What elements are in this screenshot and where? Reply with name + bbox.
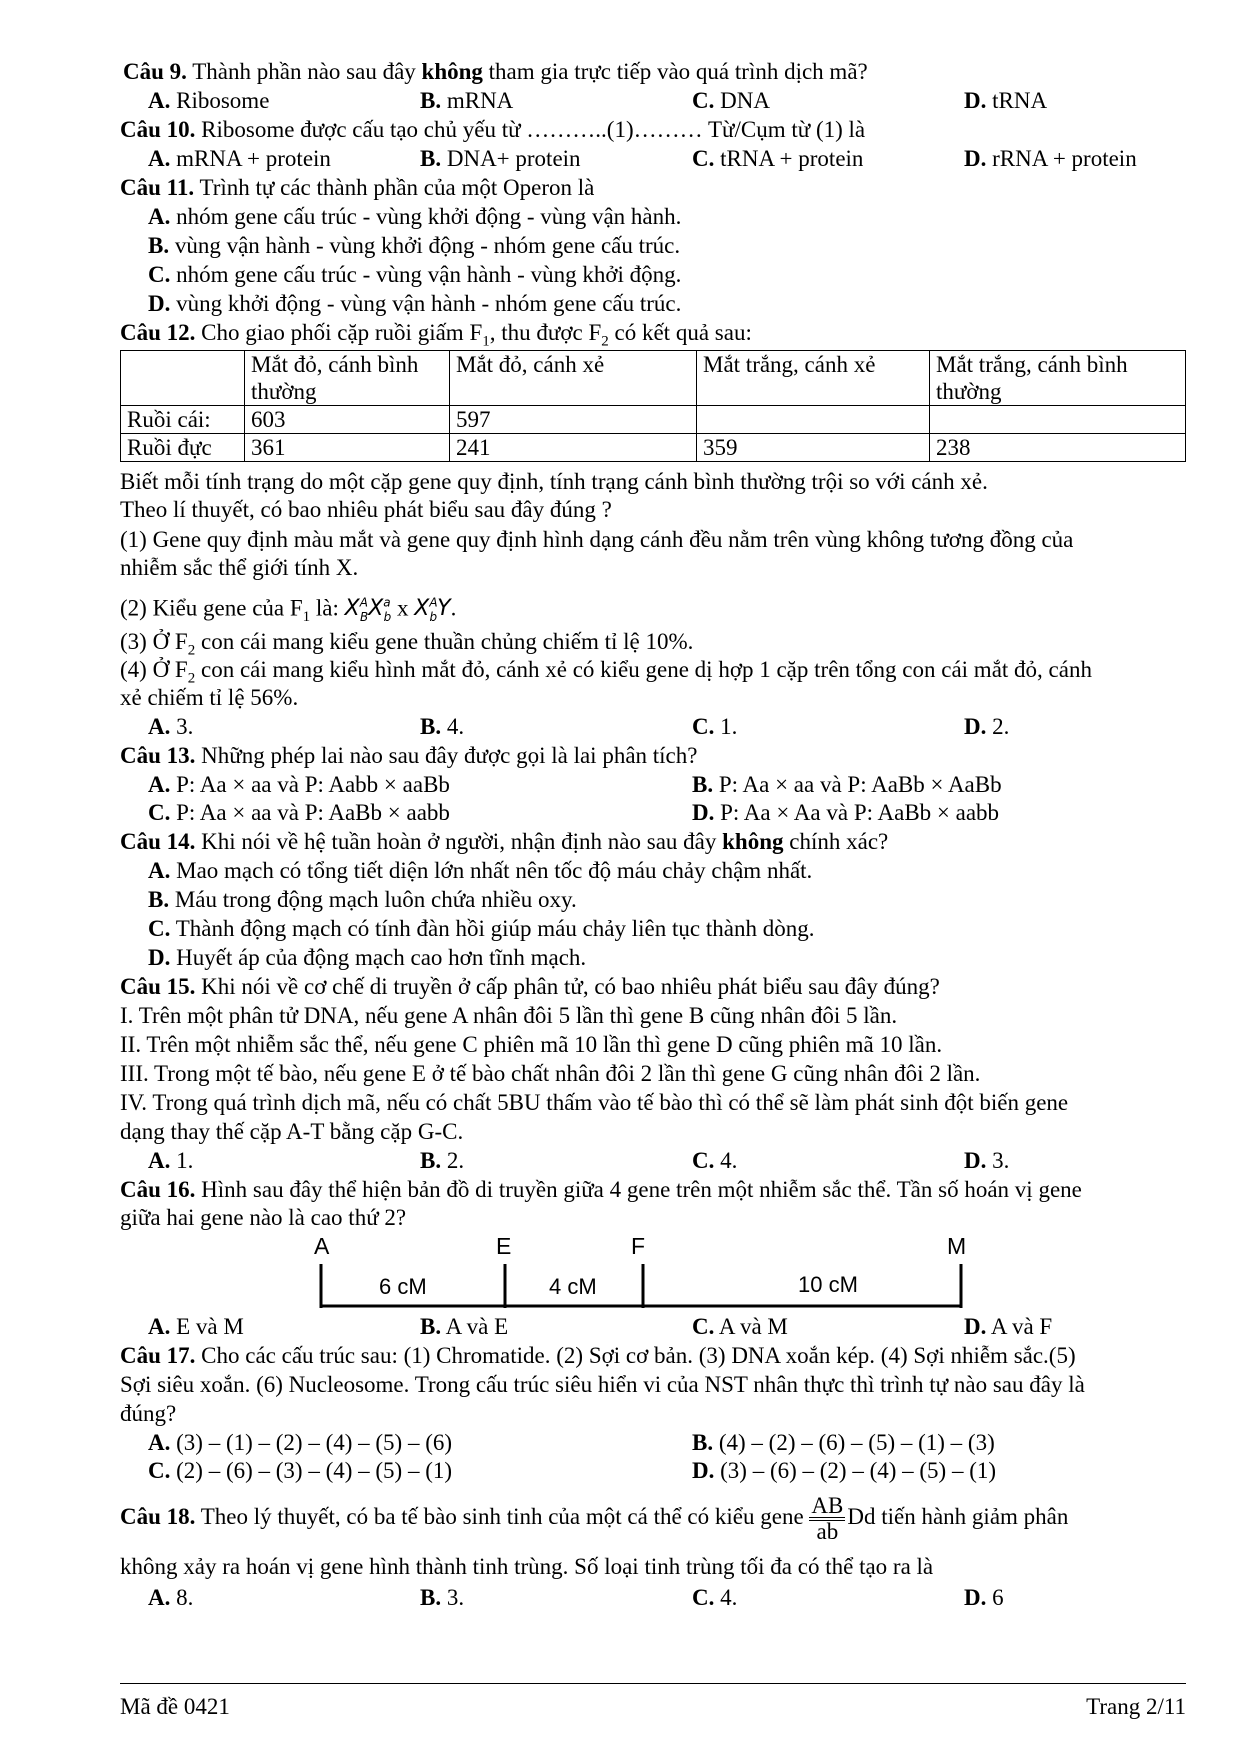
gene-label-e: E [496, 1233, 512, 1259]
table-cell: Mắt trắng, cánh bình thường [930, 351, 1186, 406]
q10-option-b[interactable]: B. DNA+ protein [420, 146, 581, 171]
q12-statement-4a: (4) Ở $F_2$ con cái mang kiểu hình mắt đỏ, cánh xẻ có kiểu gene dị hợp 1 cặp trên tổng con cái mắt đỏ, cánh [120, 657, 1092, 687]
question-17-stem: Câu 17. Cho các cấu trúc sau: (1) Chromatide. (2) Sợi cơ bản. (3) DNA xoắn kép. (4) Sợi nhiễm sắc.(5) [120, 1343, 1076, 1368]
q12-statement-2: (2) Kiểu gene của $F_1$ là: $X^A_BX^a_b$ x $X^A_bY$. [120, 595, 457, 625]
q13-option-a[interactable]: A. P: Aa × aa và P: Aabb × aaBb [148, 772, 450, 797]
page-number: Trang 2/11 [1086, 1694, 1186, 1719]
q13-option-d[interactable]: D. P: Aa × Aa và P: AaBb × aabb [692, 800, 1000, 825]
table-cell: Mắt trắng, cánh xẻ [697, 351, 930, 406]
genotype-fraction: $\frac{AB}{ab}$ [811, 1492, 844, 1544]
q18-option-b[interactable]: B. 3. [420, 1585, 465, 1610]
question-12-stem: Câu 12. Cho giao phối cặp ruồi giấm $F_1$, thu được $F_2$ có kết quả sau: [120, 320, 752, 350]
table-cell: Mắt đỏ, cánh bình thường [245, 351, 450, 406]
q11-option-c[interactable]: C. nhóm gene cấu trúc - vùng vận hành - vùng khởi động. [148, 262, 682, 287]
q12-statement-1a: (1) Gene quy định màu mắt và gene quy định hình dạng cánh đều nằm trên vùng không tương đồng của [120, 527, 1074, 552]
question-9-stem: Câu 9. Thành phần nào sau đây không tham gia trực tiếp vào quá trình dịch mã? [123, 59, 868, 84]
q12-statement-4b: xẻ chiếm tỉ lệ 56%. [120, 685, 299, 710]
table-cell: 359 [697, 434, 930, 462]
q10-option-d[interactable]: D. rRNA + protein [964, 146, 1137, 171]
question-10-stem: Câu 10. Ribosome được cấu tạo chủ yếu từ ………..(1)……… Từ/Cụm từ (1) là [120, 117, 866, 142]
q13-option-b[interactable]: B. P: Aa × aa và P: AaBb × AaBb [692, 772, 1002, 797]
q18-option-a[interactable]: A. 8. [148, 1585, 194, 1610]
table-header-row [121, 351, 1186, 406]
table-cell: Ruồi cái: [121, 406, 245, 434]
q15-statement-4b: dạng thay thế cặp A-T bằng cặp G-C. [120, 1119, 464, 1144]
question-13-stem: Câu 13. Những phép lai nào sau đây được gọi là lai phân tích? [120, 743, 698, 768]
q12-note-line-1: Biết mỗi tính trạng do một cặp gene quy định, tính trạng cánh bình thường trội so với cánh xẻ. [120, 469, 988, 494]
q14-option-d[interactable]: D. Huyết áp của động mạch cao hơn tĩnh mạch. [148, 945, 587, 970]
table-row [121, 406, 1186, 434]
gene-label-f: F [631, 1233, 646, 1259]
question-17-stem-3: đúng? [120, 1401, 177, 1426]
table-cell: 361 [245, 434, 450, 462]
q11-option-b[interactable]: B. vùng vận hành - vùng khởi động - nhóm gene cấu trúc. [148, 233, 681, 258]
question-17-stem-2: Sợi siêu xoắn. (6) Nucleosome. Trong cấu trúc siêu hiển vi của NST nhân thực thì trình tự nào sau đây là [120, 1372, 1085, 1397]
gene-label-a: A [314, 1233, 330, 1259]
table-cell: 597 [450, 406, 697, 434]
q12-results-table [120, 350, 1186, 462]
table-cell: Ruồi đực [121, 434, 245, 462]
distance-label-f-m: 10 cM [798, 1272, 858, 1297]
question-16-stem: Câu 16. Hình sau đây thể hiện bản đồ di truyền giữa 4 gene trên một nhiễm sắc thể. Tần số hoán vị gene [120, 1177, 1082, 1202]
q12-statement-3: (3) Ở $F_2$ con cái mang kiểu gene thuần chủng chiếm tỉ lệ 10%. [120, 629, 694, 659]
question-16-stem-2: giữa hai gene nào là cao thứ 2? [120, 1205, 407, 1230]
q17-option-a[interactable]: A. (3) – (1) – (2) – (4) – (5) – (6) [148, 1430, 453, 1455]
q16-option-a[interactable]: A. E và M [148, 1314, 244, 1339]
distance-label-e-f: 4 cM [549, 1274, 597, 1299]
table-cell: Mắt đỏ, cánh xẻ [450, 351, 697, 406]
q18-option-d[interactable]: D. 6 [964, 1585, 1004, 1610]
q15-option-d[interactable]: D. 3. [964, 1148, 1010, 1173]
table-cell: 603 [245, 406, 450, 434]
q10-option-c[interactable]: C. tRNA + protein [692, 146, 864, 171]
q12-option-c[interactable]: C. 1. [692, 714, 738, 739]
table-cell [930, 406, 1186, 434]
table-row [121, 434, 1186, 462]
exam-code: Mã đề 0421 [120, 1694, 230, 1719]
q14-option-a[interactable]: A. Mao mạch có tổng tiết diện lớn nhất nên tốc độ máu chảy chậm nhất. [148, 858, 813, 883]
q12-statement-1b: nhiễm sắc thể giới tính X. [120, 555, 359, 580]
q9-option-c[interactable]: C. DNA [692, 88, 770, 113]
table-cell: 238 [930, 434, 1186, 462]
q14-option-b[interactable]: B. Máu trong động mạch luôn chứa nhiều oxy. [148, 887, 577, 912]
q13-option-c[interactable]: C. P: Aa × aa và P: AaBb × aabb [148, 800, 450, 825]
question-11-stem: Câu 11. Trình tự các thành phần của một Operon là [120, 175, 595, 200]
genetic-map-diagram [300, 1228, 980, 1308]
table-cell: 241 [450, 434, 697, 462]
q15-statement-4a: IV. Trong quá trình dịch mã, nếu có chất 5BU thấm vào tế bào thì có thể sẽ làm phát sinh đột biến gene [120, 1090, 1069, 1115]
q15-statement-3: III. Trong một tế bào, nếu gene E ở tế bào chất nhân đôi 2 lần thì gene G cũng nhân đôi 2 lần. [120, 1061, 981, 1086]
q17-option-c[interactable]: C. (2) – (6) – (3) – (4) – (5) – (1) [148, 1458, 453, 1483]
q12-option-d[interactable]: D. 2. [964, 714, 1010, 739]
question-14-stem: Câu 14. Khi nói về hệ tuần hoàn ở người, nhận định nào sau đây không chính xác? [120, 829, 889, 854]
q16-option-d[interactable]: D. A và F [964, 1314, 1053, 1339]
q17-option-b[interactable]: B. (4) – (2) – (6) – (5) – (1) – (3) [692, 1430, 995, 1455]
q9-option-a[interactable]: A. Ribosome [148, 88, 270, 113]
q18-option-c[interactable]: C. 4. [692, 1585, 738, 1610]
table-cell [121, 351, 245, 406]
q10-option-a[interactable]: A. mRNA + protein [148, 146, 331, 171]
q12-option-b[interactable]: B. 4. [420, 714, 465, 739]
genotype-female-formula: $X^A_BX^a_b$ [344, 596, 392, 624]
q12-note-line-2: Theo lí thuyết, có bao nhiêu phát biểu sau đây đúng ? [120, 497, 612, 522]
q17-option-d[interactable]: D. (3) – (6) – (2) – (4) – (5) – (1) [692, 1458, 997, 1483]
q15-option-a[interactable]: A. 1. [148, 1148, 194, 1173]
q9-option-b[interactable]: B. mRNA [420, 88, 514, 113]
distance-label-a-e: 6 cM [379, 1274, 427, 1299]
q15-option-b[interactable]: B. 2. [420, 1148, 465, 1173]
question-18-stem-2: không xảy ra hoán vị gene hình thành tinh trùng. Số loại tinh trùng tối đa có thể tạo ra là [120, 1554, 934, 1579]
q15-statement-2: II. Trên một nhiễm sắc thể, nếu gene C phiên mã 10 lần thì gene D cũng phiên mã 10 lần. [120, 1032, 943, 1057]
q16-option-c[interactable]: C. A và M [692, 1314, 788, 1339]
question-15-stem: Câu 15. Khi nói về cơ chế di truyền ở cấp phân tử, có bao nhiêu phát biểu sau đây đúng? [120, 974, 940, 999]
footer-divider [120, 1683, 1186, 1684]
question-18-stem: Câu 18. Theo lý thuyết, có ba tế bào sinh tinh của một cá thể có kiểu gene $\frac{AB}{ab}$ Dd tiến hành giảm phân [120, 1492, 1069, 1544]
table-cell [697, 406, 930, 434]
gene-label-m: M [947, 1233, 967, 1259]
q11-option-d[interactable]: D. vùng khởi động - vùng vận hành - nhóm gene cấu trúc. [148, 291, 682, 316]
q15-option-c[interactable]: C. 4. [692, 1148, 738, 1173]
q12-option-a[interactable]: A. 3. [148, 714, 194, 739]
q9-option-d[interactable]: D. tRNA [964, 88, 1048, 113]
q14-option-c[interactable]: C. Thành động mạch có tính đàn hồi giúp máu chảy liên tục thành dòng. [148, 916, 815, 941]
q11-option-a[interactable]: A. nhóm gene cấu trúc - vùng khởi động - vùng vận hành. [148, 204, 682, 229]
q15-statement-1: I. Trên một phân tử DNA, nếu gene A nhân đôi 5 lần thì gene B cũng nhân đôi 5 lần. [120, 1003, 898, 1028]
genotype-male-formula: $X^A_bY$ [414, 596, 451, 624]
q16-option-b[interactable]: B. A và E [420, 1314, 509, 1339]
